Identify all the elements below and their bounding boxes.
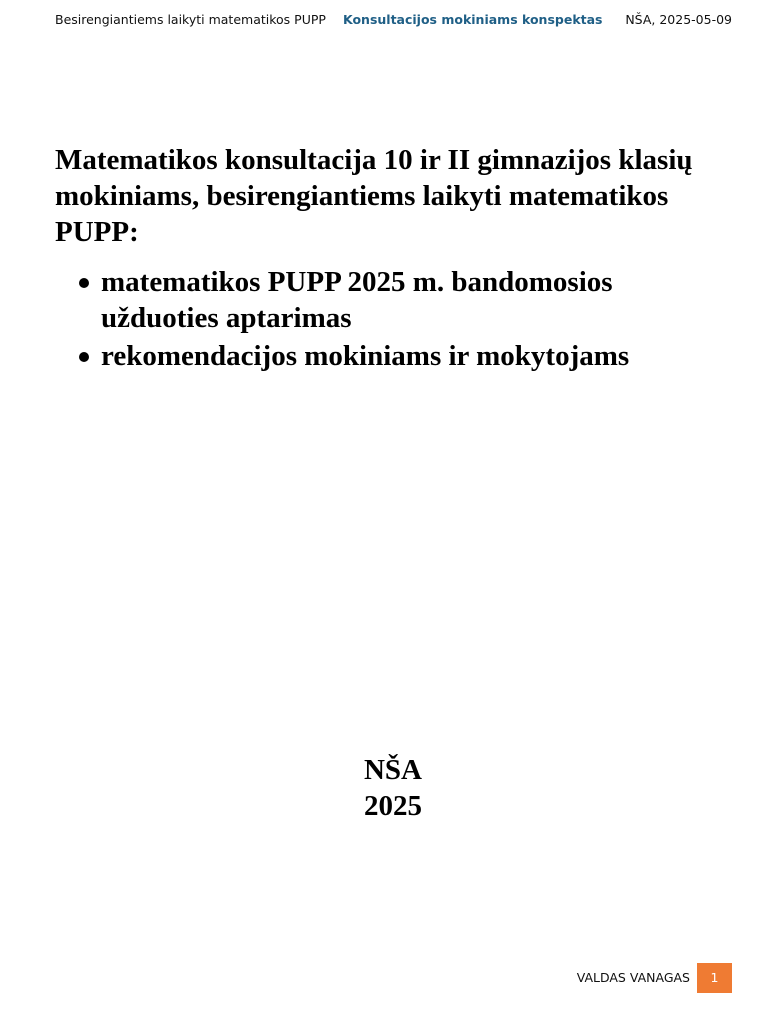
header-document-title: Besirengiantiems laikyti matematikos PUPP [55,12,326,27]
organization-year: 2025 [364,790,422,822]
bullet-icon [79,352,89,362]
page-header [55,12,732,32]
organization-block [0,752,768,824]
topic-text: rekomendacijos mokiniams ir mokytojams [101,340,630,372]
page-number-badge: 1 [697,963,732,993]
header-section-title: Konsultacijos mokiniams konspektas [343,12,603,27]
topics-list [55,264,715,376]
list-item [55,338,715,374]
organization-name: NŠA [363,754,422,786]
main-title: Matematikos konsultacija 10 ir II gimnazijos klasių mokiniams, besirengiantiems laikyti matematikos PUPP: [55,144,693,248]
footer-author: VALDAS VANAGAS [576,970,690,985]
list-item [55,264,715,336]
topic-text: matematikos PUPP 2025 m. bandomosios užduoties aptarimas [101,266,613,334]
bullet-icon [79,278,89,288]
header-org-date: NŠA, 2025-05-09 [625,12,732,27]
